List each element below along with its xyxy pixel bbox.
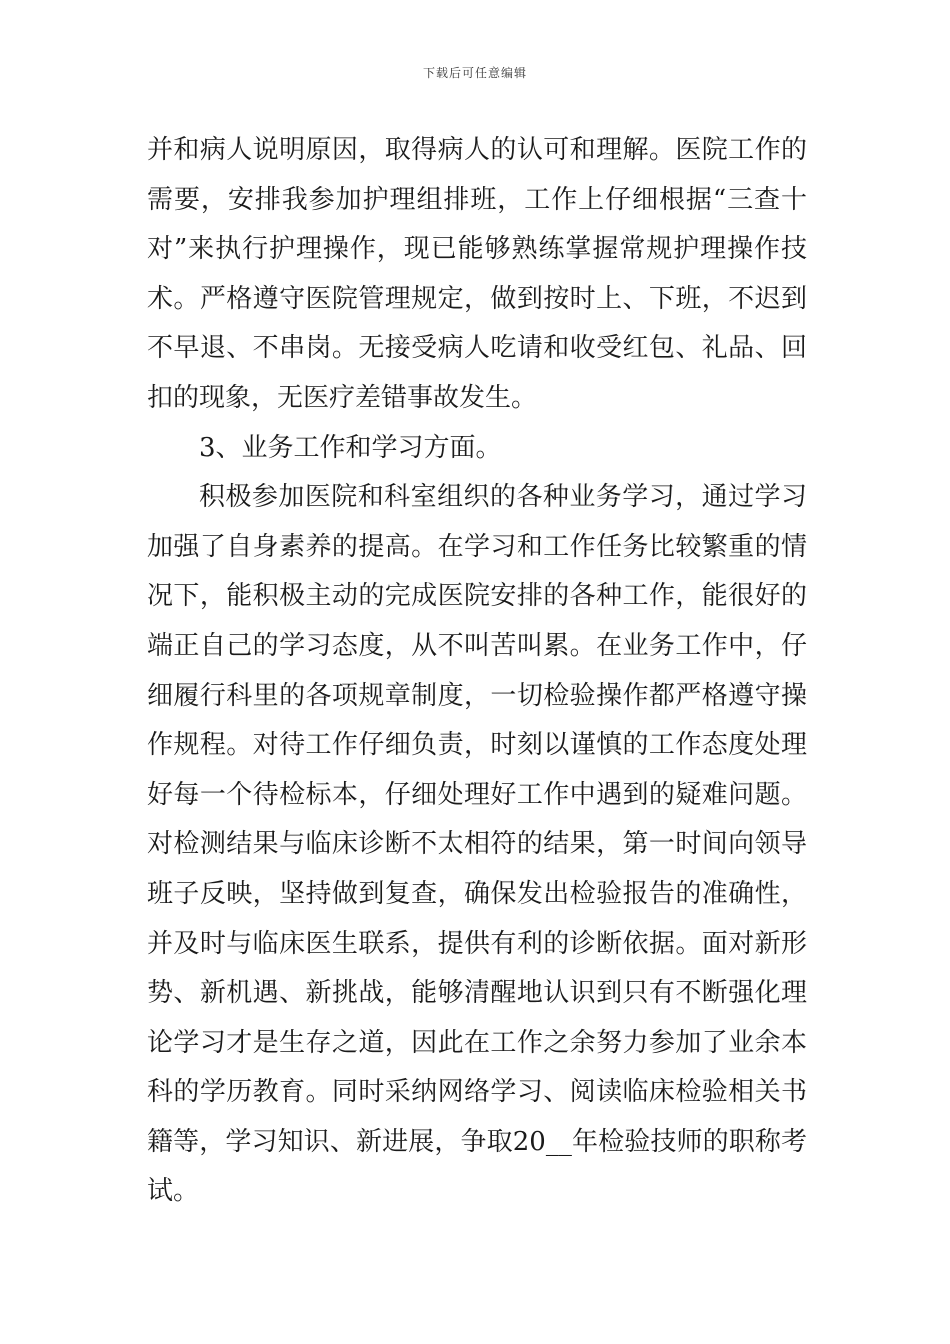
text-line: 端正自己的学习态度，从不叫苦叫累。在业务工作中，仔	[147, 630, 807, 661]
header-note: 下载后可任意编辑	[422, 66, 527, 80]
text-line: 籍等，学习知识、新进展，争取20__年检验技师的职称考	[147, 1126, 807, 1157]
section-heading: 3、业务工作和学习方面。	[199, 432, 502, 463]
text-line: 细履行科里的各项规章制度，一切检验操作都严格遵守操	[147, 680, 807, 711]
text-line: 对”来执行护理操作，现已能够熟练掌握常规护理操作技	[147, 234, 807, 265]
text-line: 不早退、不串岗。无接受病人吃请和收受红包、礼品、回	[147, 333, 807, 364]
text-line: 加强了自身素养的提高。在学习和工作任务比较繁重的情	[147, 531, 807, 562]
text-line: 并和病人说明原因，取得病人的认可和理解。医院工作的	[147, 135, 807, 165]
body-text	[147, 126, 807, 1217]
text-line: 势、新机遇、新挑战，能够清醒地认识到只有不断强化理	[147, 978, 807, 1009]
text-line: 作规程。对待工作仔细负责，时刻以谨慎的工作态度处理	[147, 730, 807, 761]
text-line: 班子反映，坚持做到复查，确保发出检验报告的准确性，	[147, 878, 807, 909]
text-line: 扣的现象，无医疗差错事故发生。	[147, 382, 538, 413]
text-line: 积极参加医院和科室组织的各种业务学习，通过学习	[199, 482, 807, 513]
text-line: 试。	[147, 1176, 200, 1207]
text-line: 并及时与临床医生联系，提供有利的诊断依据。面对新形	[147, 928, 807, 959]
text-line: 术。严格遵守医院管理规定，做到按时上、下班，不迟到	[147, 283, 807, 314]
text-line: 需要，安排我参加护理组排班，工作上仔细根据“三查十	[147, 184, 807, 215]
text-line: 好每一个待检标本，仔细处理好工作中遇到的疑难问题。	[147, 779, 807, 810]
text-line: 科的学历教育。同时采纳网络学习、阅读临床检验相关书	[147, 1077, 807, 1108]
text-line: 对检测结果与临床诊断不太相符的结果，第一时间向领导	[147, 829, 807, 860]
text-line: 况下，能积极主动的完成医院安排的各种工作，能很好的	[147, 581, 807, 612]
text-line: 论学习才是生存之道，因此在工作之余努力参加了业余本	[147, 1027, 807, 1058]
